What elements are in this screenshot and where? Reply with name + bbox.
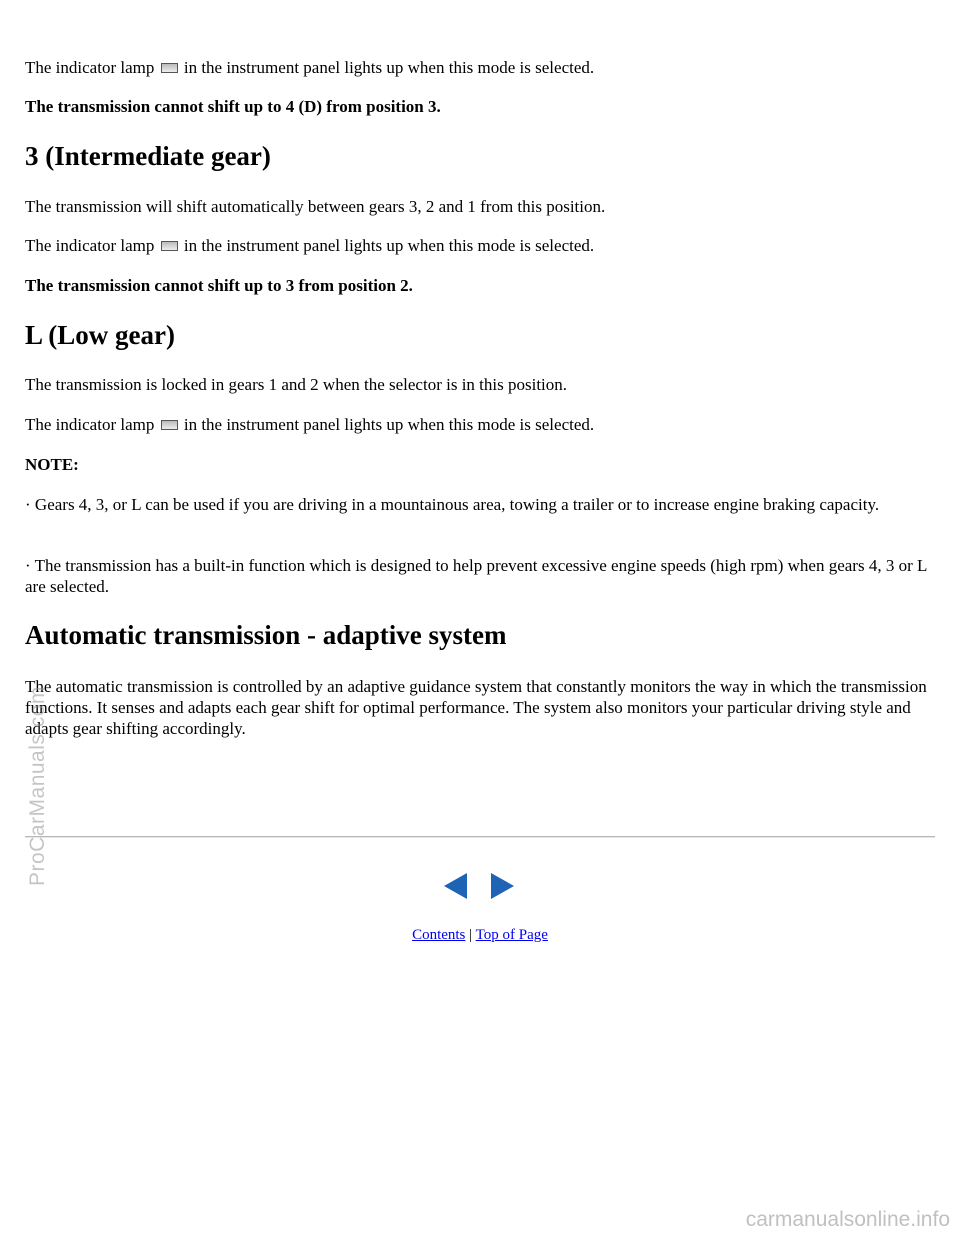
heading-intermediate-gear: 3 (Intermediate gear) — [25, 141, 271, 171]
link-separator: | — [469, 927, 473, 943]
footer-links — [0, 926, 960, 944]
paragraph-text: in the instrument panel lights up when this mode is selected. — [183, 415, 595, 434]
previous-page-arrow-icon[interactable] — [443, 872, 469, 900]
indicator-lamp-paragraph-2 — [25, 235, 594, 256]
indicator-lamp-icon — [161, 63, 178, 73]
paragraph-text: in the instrument panel lights up when this mode is selected. — [183, 236, 595, 255]
indicator-lamp-paragraph-1 — [25, 57, 594, 78]
paragraph-text: in the instrument panel lights up when this mode is selected. — [183, 58, 595, 77]
shift-restriction-4d: The transmission cannot shift up to 4 (D) from position 3. — [25, 97, 441, 116]
paragraph-text: The indicator lamp — [25, 415, 155, 434]
note-item-1: · Gears 4, 3, or L can be used if you are driving in a mountainous area, towing a trailer or to increase engine braking capacity. — [25, 495, 880, 514]
top-of-page-link[interactable]: Top of Page — [475, 927, 548, 943]
indicator-lamp-icon — [161, 420, 178, 430]
note-label: NOTE: — [25, 455, 79, 474]
contents-link[interactable]: Contents — [412, 927, 466, 943]
indicator-lamp-paragraph-3 — [25, 414, 594, 435]
note-item-2: · The transmission has a built-in function which is designed to help prevent excessive engine speeds (high rpm) when gears 4, 3 or L are selected. — [25, 556, 927, 596]
page-navigation — [443, 872, 517, 900]
paragraph-text: The indicator lamp — [25, 236, 155, 255]
intermediate-gear-description: The transmission will shift automatically between gears 3, 2 and 1 from this position. — [25, 197, 606, 216]
heading-adaptive-system: Automatic transmission - adaptive system — [25, 620, 507, 650]
paragraph-text: The indicator lamp — [25, 58, 155, 77]
indicator-lamp-icon — [161, 241, 178, 251]
watermark-left: ProCarManuals.com — [26, 686, 49, 886]
heading-low-gear: L (Low gear) — [25, 320, 175, 350]
shift-restriction-3: The transmission cannot shift up to 3 from position 2. — [25, 276, 413, 295]
watermark-bottom: carmanualsonline.info — [745, 1208, 950, 1231]
adaptive-system-description: The automatic transmission is controlled by an adaptive guidance system that constantly monitors the way in which the transmission functions. It senses and adapts each gear shift for optimal performance. The system also monitors your particular driving style and adapts gear shifting accordingly. — [25, 677, 927, 738]
horizontal-divider — [25, 836, 935, 838]
low-gear-description: The transmission is locked in gears 1 and 2 when the selector is in this position. — [25, 375, 568, 394]
next-page-arrow-icon[interactable] — [489, 872, 515, 900]
